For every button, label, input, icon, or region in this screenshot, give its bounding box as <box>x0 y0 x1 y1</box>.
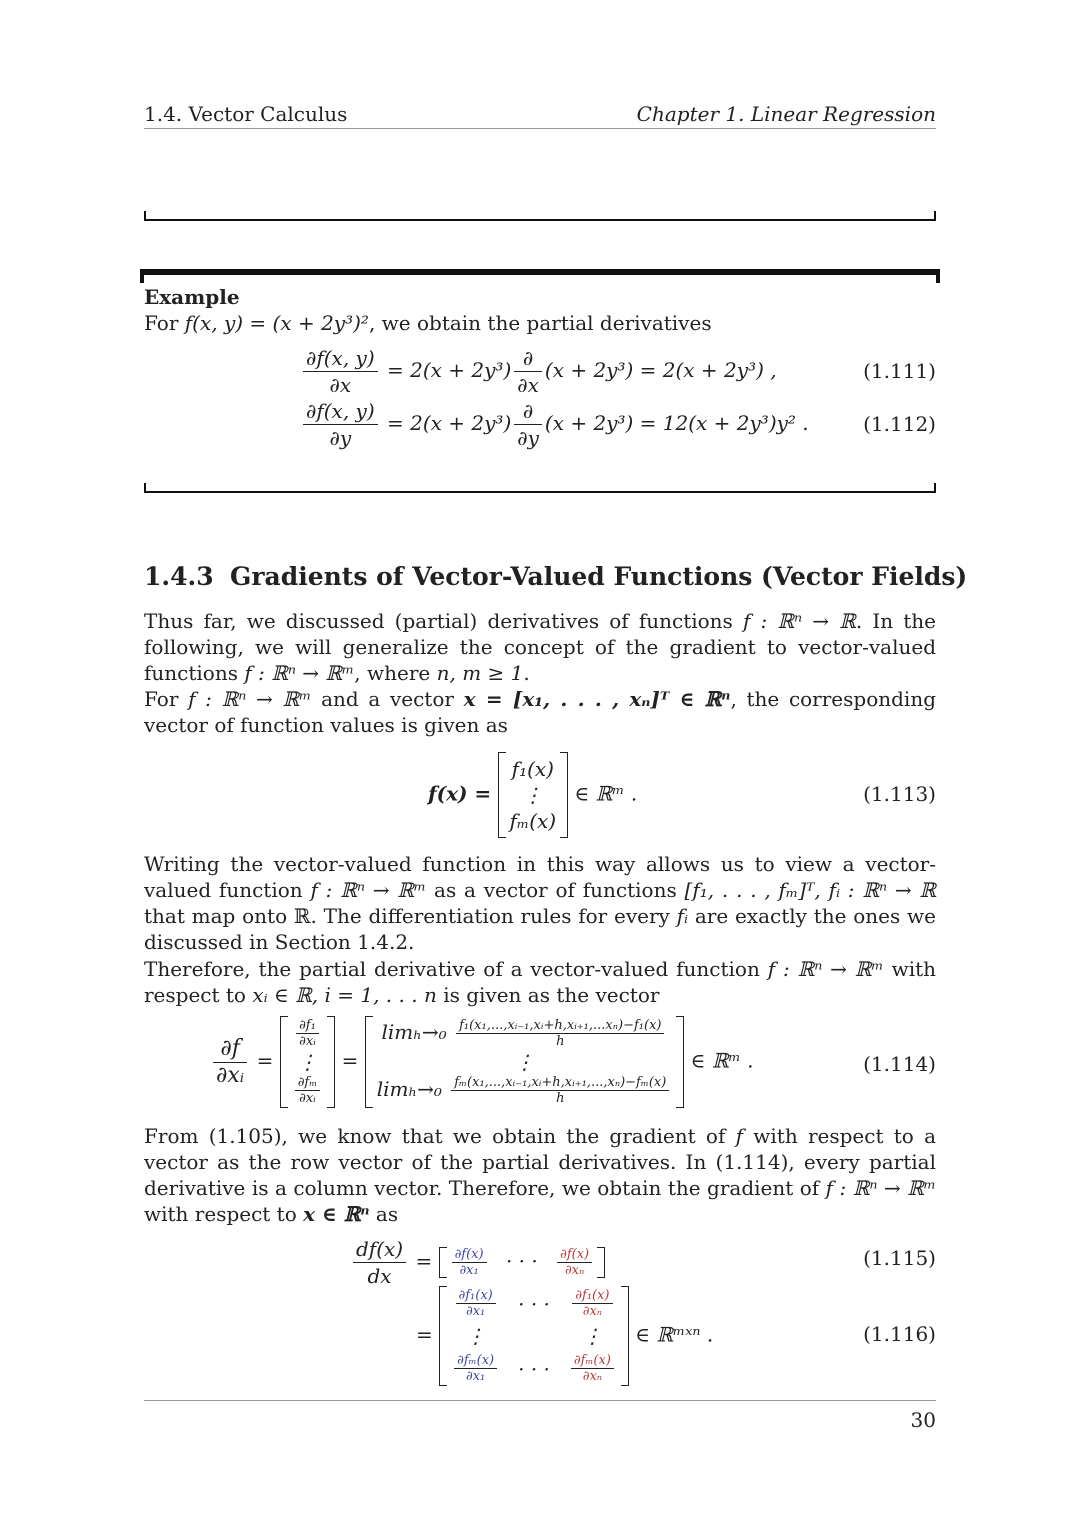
p5-text-b: with respect to a vector as the row vector of the partial derivatives. In (1.114), every partial derivative is a column vector. Therefore, we obtain the gradient of <box>144 1124 936 1200</box>
equation-1-116 <box>416 1286 713 1386</box>
p4-text-b: with respect to <box>144 957 937 1007</box>
eq115-row-vector <box>439 1247 606 1278</box>
eq112-rhs: (x + 2y³) = 12(x + 2y³)y² . <box>544 411 809 435</box>
eq114-c1-den: ∂xᵢ <box>299 1034 316 1049</box>
eq116-hdots-1: · · · <box>518 1291 550 1316</box>
p1-text-c: , where <box>354 661 431 685</box>
eq115-a <box>452 1247 487 1278</box>
section-heading <box>144 562 967 591</box>
eq114-row-1 <box>292 1018 324 1049</box>
p5-text-d: as <box>375 1202 399 1226</box>
eq114-c1-num: ∂f₁ <box>296 1018 319 1034</box>
paragraph-4 <box>144 956 936 1008</box>
eq114-lm-den: h <box>556 1091 565 1106</box>
eq114-cm-num: ∂fₘ <box>295 1075 321 1091</box>
example-function: f(x, y) = (x + 2y³)² <box>184 311 369 335</box>
eq114-eq-2: = <box>341 1048 359 1073</box>
example-intro-pre: For <box>144 311 179 335</box>
p4-text-a: Therefore, the partial derivative of a vector-valued function <box>144 957 760 981</box>
p1-math-1: f : ℝⁿ → ℝ <box>742 609 856 633</box>
p1-text-a: Thus far, we discussed (partial) derivatives of functions <box>144 609 733 633</box>
eq115-b-num: ∂f(x) <box>557 1247 592 1263</box>
p5-math-1: f <box>735 1124 744 1148</box>
footer-rule <box>144 1400 936 1401</box>
eq114-l1-num: f₁(x₁,...,xᵢ₋₁,xᵢ+h,xᵢ₊₁,...xₙ)−f₁(x) <box>456 1018 664 1034</box>
eq116-grid <box>451 1288 617 1384</box>
p1-text-d: . <box>523 661 530 685</box>
equation-1-115 <box>350 1236 605 1289</box>
p5-math-3: x ∈ ℝⁿ <box>303 1202 370 1226</box>
eq111-lhs <box>303 345 378 398</box>
paragraph-3 <box>144 851 936 955</box>
eq113-dots: ⋮ <box>522 783 543 807</box>
p1-math-3: n, m ≥ 1 <box>436 661 524 685</box>
eq115-hdots: · · · <box>505 1249 538 1273</box>
equation-1-113 <box>428 752 637 838</box>
eq116-r1a-den: ∂x₁ <box>465 1304 486 1319</box>
eq114-lim-1: limₕ→₀ <box>381 1020 447 1044</box>
eq113-number: (1.113) <box>863 782 936 806</box>
eq114-c1 <box>296 1018 319 1049</box>
eq116-r1b-num: ∂f₁(x) <box>572 1288 612 1304</box>
p2-math-1: f : ℝⁿ → ℝᵐ <box>188 687 312 711</box>
paragraph-1 <box>144 608 936 686</box>
p4-math-1: f : ℝⁿ → ℝᵐ <box>767 957 884 981</box>
eq116-vdots-2: ⋮ <box>582 1324 603 1348</box>
eq116-r1b <box>572 1288 612 1319</box>
p3-math-3: fᵢ <box>676 904 689 928</box>
eq112-lhs <box>303 398 378 451</box>
eq114-l1 <box>456 1018 664 1049</box>
eq111-d-den: ∂x <box>517 373 539 397</box>
eq114-rhs: ∈ ℝᵐ . <box>690 1048 754 1073</box>
eq112-deriv <box>514 398 542 451</box>
example-intro <box>144 310 712 336</box>
eq113-vector <box>498 752 569 838</box>
eq115-a-num: ∂f(x) <box>452 1247 487 1263</box>
p5-text-c: with respect to <box>144 1202 297 1226</box>
running-header <box>144 100 936 129</box>
eq115-b <box>557 1247 592 1278</box>
p3-text-c: that map onto ℝ. The differentiation rules for every <box>144 904 670 928</box>
eq114-row-m <box>292 1075 324 1106</box>
eq112-mid: = 2(x + 2y³) <box>387 411 512 435</box>
eq113-lhs: f(x) = <box>428 781 492 806</box>
eq111-rhs: (x + 2y³) = 2(x + 2y³) , <box>544 358 777 382</box>
example-label: Example <box>144 285 240 309</box>
p3-text-d: are exactly the ones we discussed in Section 1.4.2. <box>144 904 936 954</box>
eq114-partials <box>280 1016 336 1108</box>
eq116-r1a-num: ∂f₁(x) <box>456 1288 496 1304</box>
header-section: 1.4. Vector Calculus <box>144 102 348 126</box>
eq116-jacobian <box>439 1286 629 1386</box>
p4-math-2: xᵢ ∈ ℝ, i = 1, . . . n <box>252 983 437 1007</box>
p1-text-b: . In the following, we will generalize the concept of the gradient to vector-valued functions <box>144 609 936 685</box>
eq113-bottom: fₘ(x) <box>509 809 557 833</box>
eq112-d-num: ∂ <box>514 398 542 425</box>
eq114-lm <box>451 1075 669 1106</box>
p2-text-a: For <box>144 687 179 711</box>
section-title: Gradients of Vector-Valued Functions (Vector Fields) <box>230 562 968 591</box>
eq116-rmb-num: ∂fₘ(x) <box>571 1353 614 1369</box>
p3-math-2: [f₁, . . . , fₘ]ᵀ, fᵢ : ℝⁿ → ℝ <box>684 878 937 902</box>
eq112-d-den: ∂y <box>517 426 539 450</box>
section-number: 1.4.3 <box>144 562 214 591</box>
p2-text-b: and a vector <box>321 687 454 711</box>
example-top-rule <box>140 269 940 275</box>
eq116-rma-den: ∂x₁ <box>465 1369 486 1384</box>
example-intro-post: , we obtain the partial derivatives <box>368 311 712 335</box>
eq111-lhs-den: ∂x <box>329 373 352 397</box>
eq114-eq-1: = <box>256 1048 274 1073</box>
eq114-cm-den: ∂xᵢ <box>299 1091 316 1106</box>
eq116-number: (1.116) <box>863 1322 936 1346</box>
eq116-hdots-2: · · · <box>518 1356 550 1381</box>
eq115-b-den: ∂xₙ <box>564 1263 585 1278</box>
p5-math-2: f : ℝⁿ → ℝᵐ <box>825 1176 937 1200</box>
eq111-mid: = 2(x + 2y³) <box>387 358 512 382</box>
eq114-lm-num: fₘ(x₁,...,xᵢ₋₁,xᵢ+h,xᵢ₊₁,...,xₙ)−fₘ(x) <box>451 1075 669 1091</box>
example-bottom-rule <box>144 491 936 493</box>
eq116-r1b-den: ∂xₙ <box>582 1304 603 1319</box>
eq111-d-num: ∂ <box>514 345 542 372</box>
eq114-lhs-num: ∂f <box>213 1036 247 1063</box>
eq115-eq: = <box>415 1249 433 1273</box>
paragraph-2 <box>144 686 936 738</box>
box-bottom-rule <box>144 219 936 221</box>
eq116-rmb <box>571 1353 614 1384</box>
eq115-lhs-den: dx <box>367 1264 392 1288</box>
p3-math-1: f : ℝⁿ → ℝᵐ <box>310 878 427 902</box>
eq116-rmb-den: ∂xₙ <box>582 1369 603 1384</box>
eq112-lhs-den: ∂y <box>329 426 352 450</box>
p5-text-a: From (1.105), we know that we obtain the gradient of <box>144 1124 726 1148</box>
equation-1-114 <box>210 1016 753 1108</box>
eq114-dots-1: ⋮ <box>297 1050 318 1074</box>
eq116-eq: = <box>416 1322 433 1347</box>
eq114-number: (1.114) <box>863 1052 936 1076</box>
eq114-dots-2: ⋮ <box>514 1050 535 1074</box>
eq114-cm <box>295 1075 321 1106</box>
eq114-lhs-den: ∂xᵢ <box>216 1062 245 1088</box>
paragraph-5 <box>144 1123 936 1227</box>
p3-text-a: Writing the vector-valued function in this way allows us to view a vector-valued function <box>144 852 936 902</box>
eq114-lim-row-1 <box>377 1018 673 1049</box>
eq113-top: f₁(x) <box>511 757 554 781</box>
eq114-lim-m: limₕ→₀ <box>376 1077 442 1101</box>
eq112-number: (1.112) <box>863 412 936 436</box>
eq115-number: (1.115) <box>863 1246 936 1270</box>
equation-1-111 <box>300 345 777 398</box>
eq115-lhs-num: df(x) <box>353 1236 406 1263</box>
eq116-vdots-1: ⋮ <box>465 1324 486 1348</box>
eq111-number: (1.111) <box>863 359 936 383</box>
eq111-deriv <box>514 345 542 398</box>
eq114-l1-den: h <box>556 1034 565 1049</box>
eq112-lhs-num: ∂f(x, y) <box>303 398 378 425</box>
page-number: 30 <box>910 1408 936 1432</box>
p1-math-2: f : ℝⁿ → ℝᵐ <box>244 661 355 685</box>
eq116-rma <box>454 1353 497 1384</box>
eq115-lhs <box>353 1236 406 1289</box>
eq114-lim-row-m <box>377 1075 673 1106</box>
eq114-limits <box>365 1016 685 1108</box>
equation-1-112 <box>300 398 809 451</box>
p3-text-b: as a vector of functions <box>434 878 677 902</box>
p2-text-c: , the corresponding vector of function values is given as <box>144 687 937 737</box>
eq116-rma-num: ∂fₘ(x) <box>454 1353 497 1369</box>
eq111-lhs-num: ∂f(x, y) <box>303 345 378 372</box>
eq116-r1a <box>456 1288 496 1319</box>
eq114-lhs <box>213 1036 247 1089</box>
eq115-a-den: ∂x₁ <box>459 1263 479 1278</box>
eq116-rhs: ∈ ℝᵐˣⁿ . <box>635 1322 714 1347</box>
header-chapter: Chapter 1. Linear Regression <box>636 102 936 126</box>
eq113-rhs: ∈ ℝᵐ . <box>574 781 638 806</box>
p4-text-c: is given as the vector <box>443 983 660 1007</box>
p2-math-2: x = [x₁, . . . , xₙ]ᵀ ∈ ℝⁿ <box>463 687 731 711</box>
